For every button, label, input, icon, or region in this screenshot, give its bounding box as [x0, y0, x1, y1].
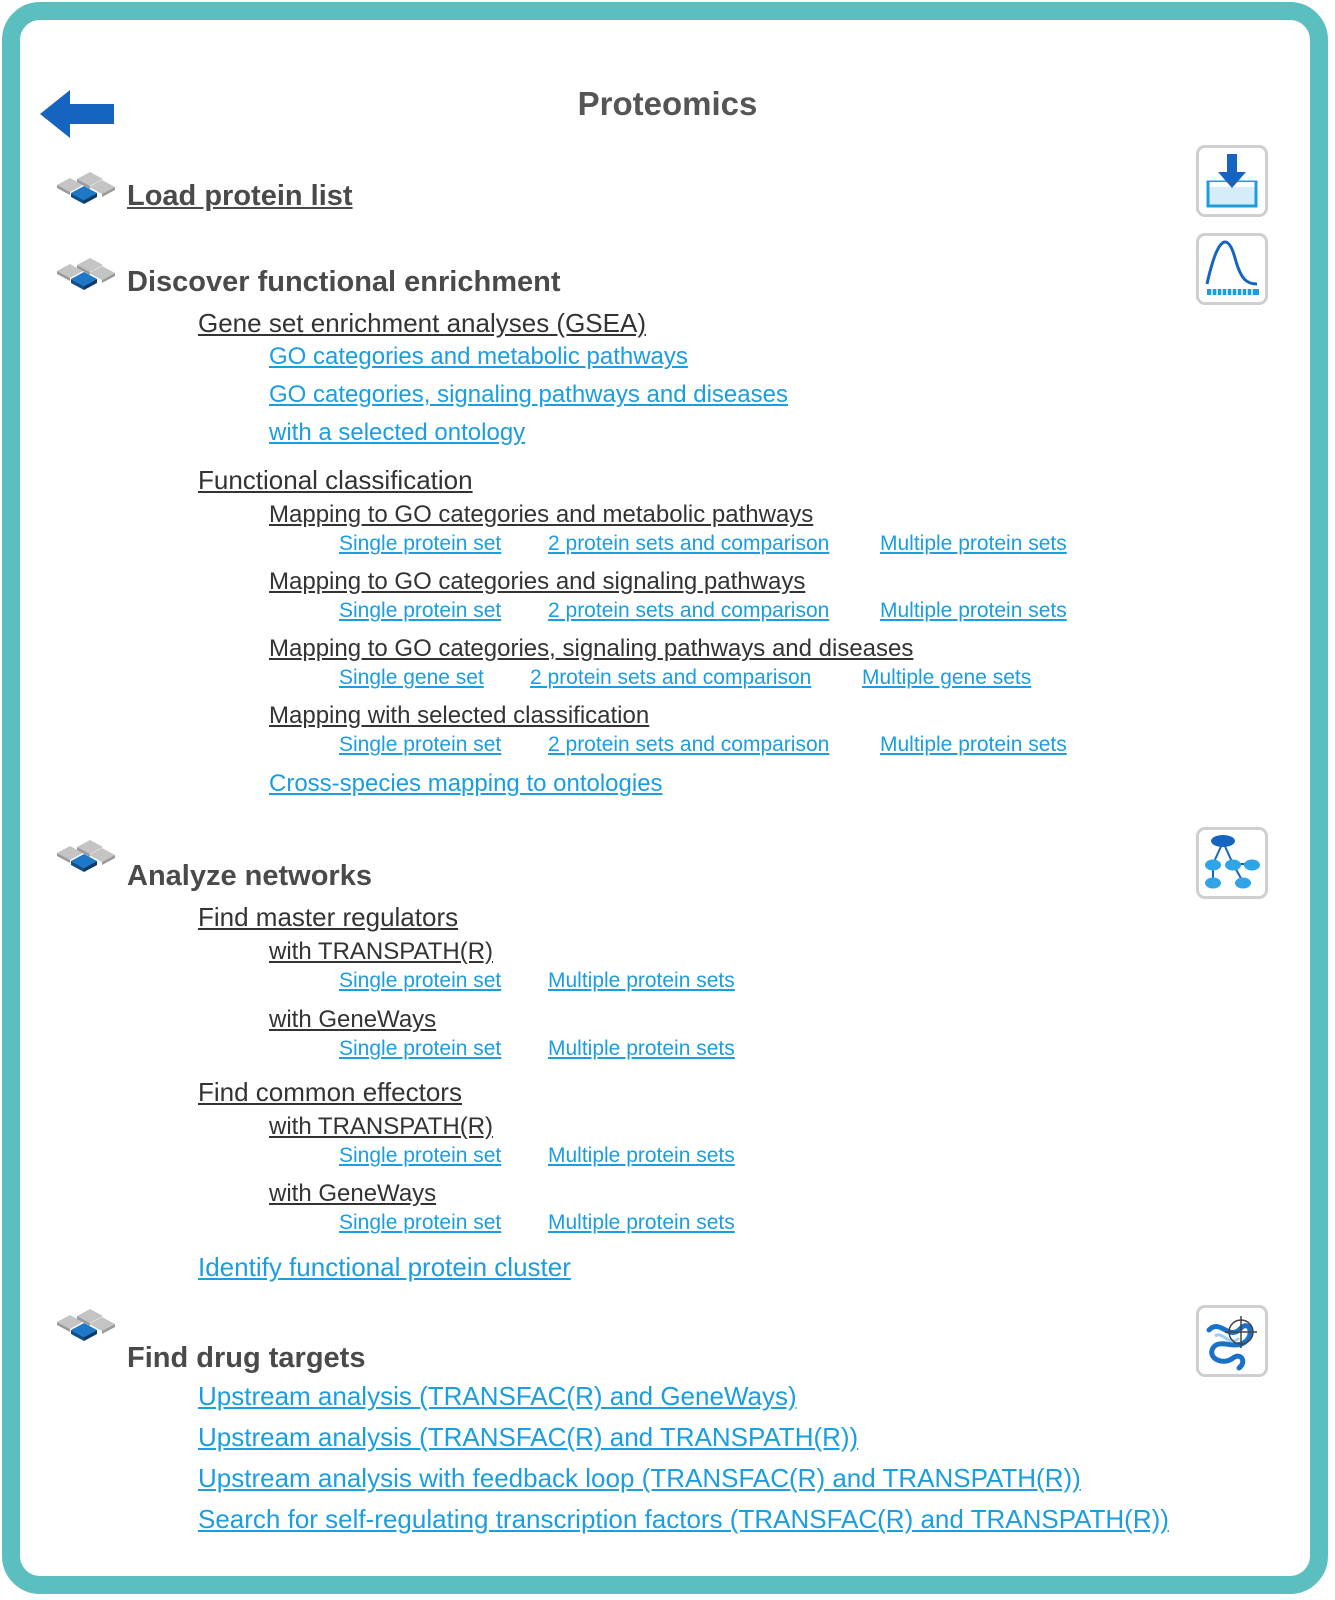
master-transpath-link[interactable]: with TRANSPATH(R)	[269, 938, 494, 965]
gsea-selected-ontology-link[interactable]: with a selected ontology	[269, 419, 526, 446]
mapping-go-signaling-single-link[interactable]: Single protein set	[339, 599, 502, 622]
stacked-squares-icon	[57, 170, 115, 210]
mapping-go-metabolic-two-sets-link[interactable]: 2 protein sets and comparison	[548, 532, 830, 555]
master-transpath-multiple-link[interactable]: Multiple protein sets	[548, 969, 735, 992]
protein-target-icon[interactable]	[1196, 1305, 1268, 1377]
mapping-selected-single-link[interactable]: Single protein set	[339, 733, 502, 756]
network-tree-icon[interactable]	[1196, 827, 1268, 899]
bell-curve-icon[interactable]	[1196, 233, 1268, 305]
stacked-squares-icon	[57, 838, 115, 878]
upstream-feedback-loop-link[interactable]: Upstream analysis with feedback loop (TRANSFAC(R) and TRANSPATH(R))	[198, 1463, 1081, 1493]
upstream-transfac-transpath-link[interactable]: Upstream analysis (TRANSFAC(R) and TRANSPATH(R))	[198, 1422, 859, 1452]
mapping-go-metabolic-multiple-link[interactable]: Multiple protein sets	[880, 532, 1067, 555]
master-geneways-multiple-link[interactable]: Multiple protein sets	[548, 1037, 735, 1060]
master-transpath-single-link[interactable]: Single protein set	[339, 969, 502, 992]
stacked-squares-icon	[57, 1307, 115, 1347]
effectors-geneways-link[interactable]: with GeneWays	[269, 1180, 437, 1207]
download-icon[interactable]	[1196, 145, 1268, 217]
mapping-go-diseases-multiple-link[interactable]: Multiple gene sets	[862, 666, 1032, 689]
mapping-go-metabolic-link[interactable]: Mapping to GO categories and metabolic pathways	[269, 501, 814, 528]
mapping-selected-multiple-link[interactable]: Multiple protein sets	[880, 733, 1067, 756]
gsea-go-metabolic-link[interactable]: GO categories and metabolic pathways	[269, 343, 688, 370]
mapping-go-metabolic-single-link[interactable]: Single protein set	[339, 532, 502, 555]
effectors-transpath-single-link[interactable]: Single protein set	[339, 1144, 502, 1167]
find-common-effectors-link[interactable]: Find common effectors	[198, 1077, 462, 1107]
mapping-go-signaling-two-sets-link[interactable]: 2 protein sets and comparison	[548, 599, 830, 622]
stacked-squares-icon	[57, 256, 115, 296]
gsea-link[interactable]: Gene set enrichment analyses (GSEA)	[198, 308, 646, 338]
mapping-go-signaling-diseases-link[interactable]: Mapping to GO categories, signaling pathways and diseases	[269, 635, 914, 662]
gsea-go-signaling-diseases-link[interactable]: GO categories, signaling pathways and diseases	[269, 381, 788, 408]
mapping-go-signaling-link[interactable]: Mapping to GO categories and signaling pathways	[269, 568, 806, 595]
mapping-selected-classification-link[interactable]: Mapping with selected classification	[269, 702, 650, 729]
identify-protein-cluster-link[interactable]: Identify functional protein cluster	[198, 1252, 571, 1282]
find-master-regulators-link[interactable]: Find master regulators	[198, 902, 459, 932]
self-regulating-tf-search-link[interactable]: Search for self-regulating transcription factors (TRANSFAC(R) and TRANSPATH(R))	[198, 1504, 1169, 1534]
enrichment-heading: Discover functional enrichment	[127, 266, 561, 298]
upstream-transfac-geneways-link[interactable]: Upstream analysis (TRANSFAC(R) and GeneWays)	[198, 1381, 797, 1411]
networks-heading: Analyze networks	[127, 860, 372, 892]
mapping-selected-two-sets-link[interactable]: 2 protein sets and comparison	[548, 733, 830, 756]
effectors-geneways-multiple-link[interactable]: Multiple protein sets	[548, 1211, 735, 1234]
drug-targets-heading: Find drug targets	[127, 1342, 366, 1374]
mapping-go-signaling-multiple-link[interactable]: Multiple protein sets	[880, 599, 1067, 622]
mapping-go-diseases-two-sets-link[interactable]: 2 protein sets and comparison	[530, 666, 812, 689]
master-geneways-link[interactable]: with GeneWays	[269, 1006, 437, 1033]
page-title: Proteomics	[577, 85, 758, 122]
functional-classification-link[interactable]: Functional classification	[198, 465, 473, 495]
mapping-go-diseases-single-link[interactable]: Single gene set	[339, 666, 484, 689]
effectors-transpath-multiple-link[interactable]: Multiple protein sets	[548, 1144, 735, 1167]
effectors-transpath-link[interactable]: with TRANSPATH(R)	[269, 1113, 494, 1140]
load-protein-list-link[interactable]: Load protein list	[127, 180, 353, 212]
effectors-geneways-single-link[interactable]: Single protein set	[339, 1211, 502, 1234]
cross-species-mapping-link[interactable]: Cross-species mapping to ontologies	[269, 770, 663, 797]
master-geneways-single-link[interactable]: Single protein set	[339, 1037, 502, 1060]
